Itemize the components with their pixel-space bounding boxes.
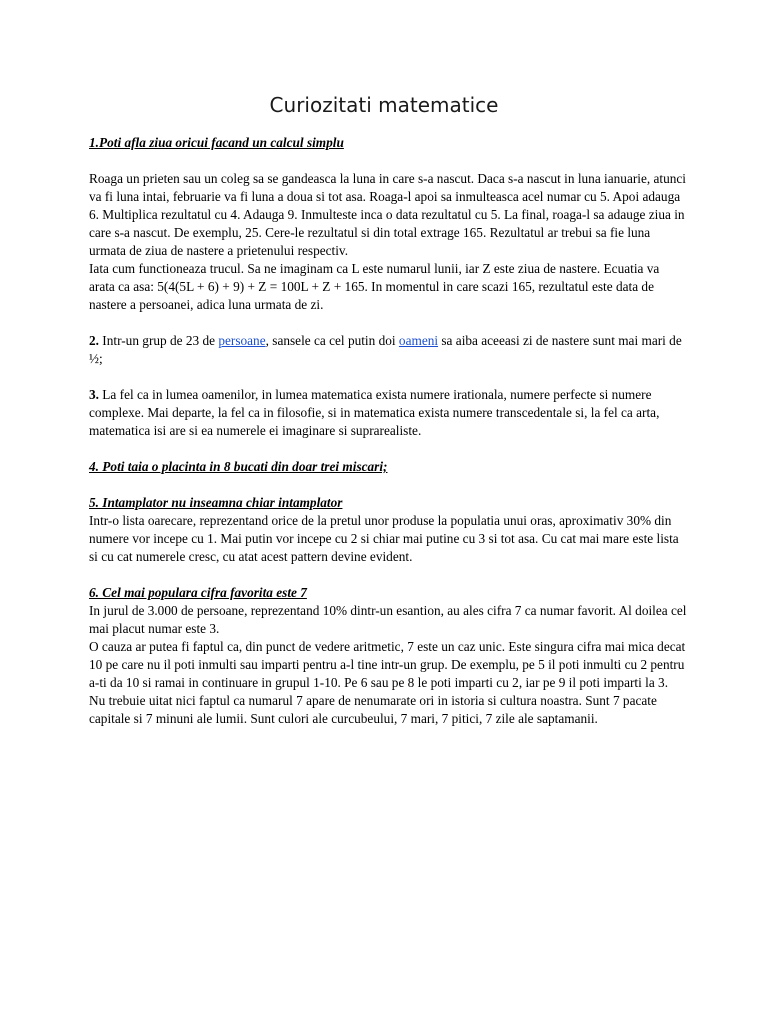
section-1-paragraph-1: Roaga un prieten sau un coleg sa se gandeasca la luna in care s-a nascut. Daca s-a nascut in luna ianuarie, atunci va fi luna intai, februarie va fi luna a doua si tot asa. Roaga-l apoi sa inmulteasca acel numar cu 5. Apoi adauga 6. Multiplica rezultatul cu 4. Adauga 9. Inmulteste inca o data rezultatul cu 5. La final, roaga-l sa adauge ziua in care s-a nascut. De exemplu, 25. Cere-le rezultatul si din total extrage 165. Rezultatul ar trebui sa fie luna urmata de ziua de nastere a prietenului respectiv.	[89, 171, 687, 258]
section-1-heading: 1.Poti afla ziua oricui facand un calcul simplu	[89, 135, 344, 150]
section-3-paragraph	[89, 386, 687, 440]
section-2-text-3: sa aiba aceeasi zi de nastere sunt mai mari de ½;	[89, 333, 682, 366]
section-6-paragraph-2: O cauza ar putea fi faptul ca, din punct de vedere aritmetic, 7 este un caz unic. Este singura cifra mai mica decat 10 pe care nu il poti inmulti sau imparti pentru a-l tine intr-un grup. De exemplu, pe 5 il poti inmulti cu 2 pentru a-ti da 10 si ramai in continuare in grupul 1-10. Pe 6 sau pe 8 le poti imparti cu 2, iar pe 9 il poti imparti la 3.	[89, 639, 686, 690]
section-2-number: 2.	[89, 333, 99, 348]
section-4-heading: 4. Poti taia o placinta in 8 bucati din doar trei miscari;	[89, 459, 388, 474]
section-6-paragraph-3: Nu trebuie uitat nici faptul ca numarul 7 apare de nenumarate ori in istoria si cultura noastra. Sunt 7 pacate capitale si 7 minuni ale lumii. Sunt culori ale curcubeului, 7 mari, 7 pitici, 7 zile ale saptamanii.	[89, 693, 657, 726]
section-6-heading: 6. Cel mai populara cifra favorita este 7	[89, 585, 307, 600]
section-5-paragraph-1: Intr-o lista oarecare, reprezentand orice de la pretul unor produse la populatia unui oras, aproximativ 30% din numere vor incepe cu 1. Mai putin vor incepe cu 2 si chiar mai putine cu 3 si tot asa. Cu cat mai mare este lista si cu cat numerele cresc, cu atat acest pattern devine evident.	[89, 513, 679, 564]
persoane-link[interactable]: persoane	[218, 333, 266, 348]
oameni-link[interactable]: oameni	[398, 333, 439, 348]
section-2-text-2: , sansele ca cel putin doi	[265, 333, 399, 348]
section-5-heading: 5. Intamplator nu inseamna chiar intamplator	[89, 495, 343, 510]
document-body	[89, 134, 687, 728]
section-2-paragraph	[89, 332, 687, 368]
section-3-text: La fel ca in lumea oamenilor, in lumea matematica exista numere irationala, numere perfecte si numere complexe. Mai departe, la fel ca in filosofie, si in matematica exista numere transcedentale si, la fel ca arta, matematica isi are si ea numerele ei imaginare si suprarealiste.	[89, 387, 660, 438]
section-1-paragraph-2: Iata cum functioneaza trucul. Sa ne imaginam ca L este numarul lunii, iar Z este ziua de nastere. Ecuatia va arata ca asa: 5(4(5L + 6) + 9) + Z = 100L + Z + 165. In momentul in care scazi 165, rezultatul este data de nastere a persoanei, adica luna urmata de zi.	[89, 261, 660, 312]
section-2-text-1: Intr-un grup de 23 de	[98, 333, 219, 348]
section-3-number: 3.	[89, 387, 99, 402]
document-title: Curiozitati matematice	[269, 93, 499, 117]
section-6-paragraph-1: In jurul de 3.000 de persoane, reprezentand 10% dintr-un esantion, au ales cifra 7 ca numar favorit. Al doilea cel mai placut numar este 3.	[89, 603, 687, 636]
